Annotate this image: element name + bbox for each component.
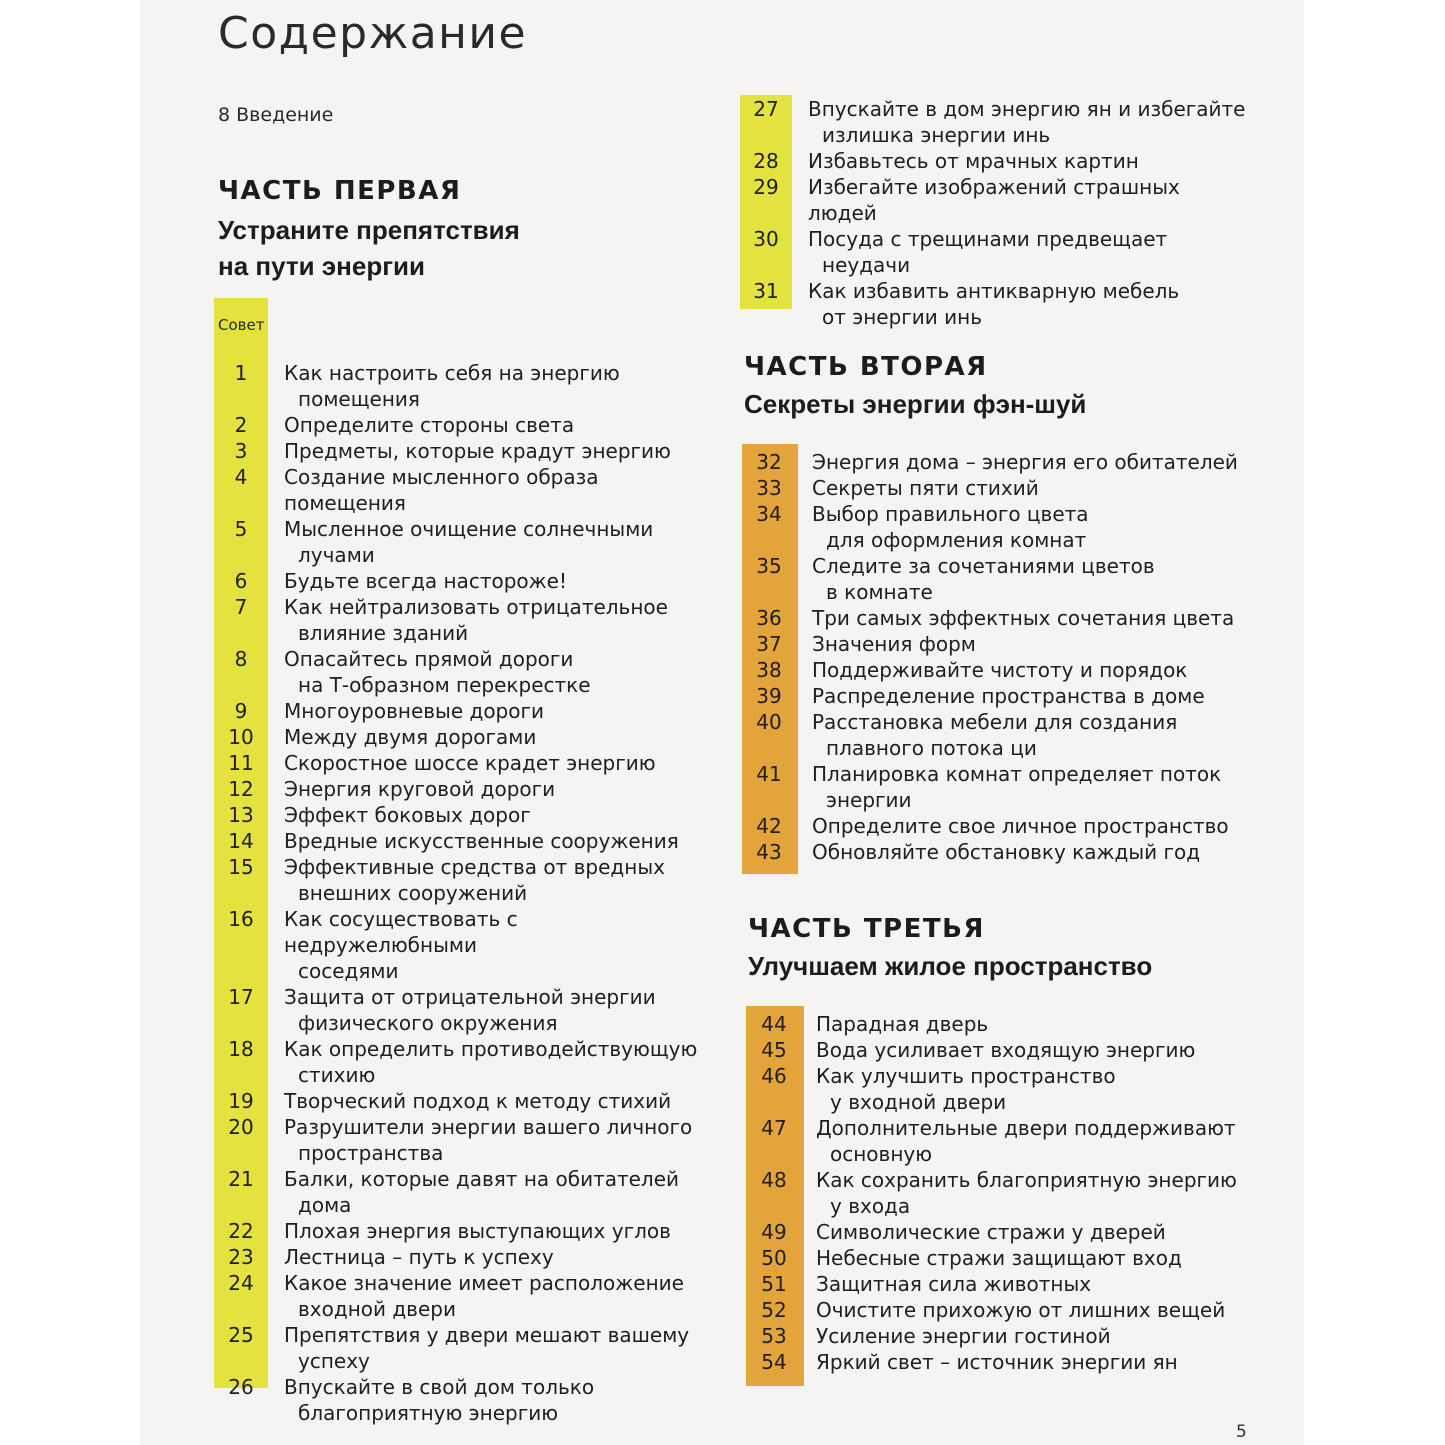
toc-entry-number: 33	[756, 476, 782, 500]
toc-entry	[214, 1218, 714, 1244]
toc-entry-line: дома	[298, 1193, 352, 1217]
toc-entry-number: 9	[234, 699, 248, 723]
toc-entry-title	[742, 813, 1242, 839]
toc-entry-number: 21	[228, 1167, 254, 1191]
toc-entry-title	[214, 412, 714, 438]
toc-entry	[214, 776, 714, 802]
part1-title-line: Устраните препятствия	[218, 215, 520, 245]
toc-entry	[214, 1374, 714, 1426]
toc-entry-number: 19	[228, 1089, 254, 1113]
toc-entry	[742, 761, 1242, 813]
toc-entry-number: 52	[761, 1298, 787, 1322]
toc-entry-line: Планировка комнат определяет поток	[812, 762, 1222, 786]
toc-entry-line: пространства	[298, 1141, 444, 1165]
toc-entry	[214, 1270, 714, 1322]
toc-entry-line: Три самых эффектных сочетания цвета	[812, 606, 1235, 630]
toc-entry-number: 3	[234, 439, 248, 463]
toc-entry	[214, 1322, 714, 1374]
toc-entry-line: Будьте всегда настороже!	[284, 569, 568, 593]
toc-entry-title	[742, 475, 1242, 501]
toc-entry-number: 40	[756, 710, 782, 734]
toc-entry	[742, 683, 1242, 709]
toc-part1-cont-list	[740, 96, 1250, 330]
toc-entry-title	[740, 226, 1250, 278]
toc-entry-line: Защитная сила животных	[816, 1272, 1092, 1296]
toc-entry	[742, 501, 1242, 553]
toc-entry	[214, 646, 714, 698]
toc-entry-number: 31	[753, 279, 779, 303]
toc-entry-line: плавного потока ци	[826, 736, 1037, 760]
toc-entry-title	[742, 683, 1242, 709]
toc-entry	[740, 96, 1250, 148]
toc-entry	[740, 226, 1250, 278]
toc-entry-line: энергии	[826, 788, 912, 812]
toc-entry	[742, 553, 1242, 605]
toc-entry-line: Как настроить себя на энергию	[284, 361, 620, 385]
toc-entry-line: Как сохранить благоприятную энергию	[816, 1168, 1237, 1192]
toc-entry-title	[214, 802, 714, 828]
toc-entry-title	[214, 1218, 714, 1244]
toc-entry-line: в комнате	[826, 580, 933, 604]
toc-entry	[214, 360, 714, 412]
part3-title	[748, 948, 1152, 984]
toc-entry-title	[746, 1271, 1246, 1297]
toc-entry	[214, 698, 714, 724]
toc-entry	[746, 1323, 1246, 1349]
toc-entry	[214, 412, 714, 438]
toc-entry-line: неудачи	[822, 253, 911, 277]
toc-entry-line: Предметы, которые крадут энергию	[284, 439, 671, 463]
toc-entry-title	[214, 360, 714, 412]
toc-entry-number: 30	[753, 227, 779, 251]
toc-entry-line: Какое значение имеет расположение	[284, 1271, 684, 1295]
toc-entry-title	[742, 839, 1242, 865]
toc-entry-line: Между двумя дорогами	[284, 725, 537, 749]
toc-entry-title	[214, 724, 714, 750]
toc-entry	[214, 802, 714, 828]
toc-entry-number: 29	[753, 175, 779, 199]
toc-entry-title	[214, 698, 714, 724]
toc-entry-title	[214, 568, 714, 594]
toc-entry-line: Балки, которые давят на обитателей	[284, 1167, 680, 1191]
toc-entry	[746, 1271, 1246, 1297]
toc-entry	[746, 1037, 1246, 1063]
toc-entry	[214, 1244, 714, 1270]
toc-entry-number: 27	[753, 97, 779, 121]
toc-entry	[746, 1115, 1246, 1167]
toc-entry-number: 26	[228, 1375, 254, 1399]
toc-entry-title	[214, 594, 714, 646]
toc-entry-title	[214, 984, 714, 1036]
toc-entry-title	[214, 1088, 714, 1114]
toc-entry-line: у входной двери	[830, 1090, 1007, 1114]
toc-part1-list	[214, 360, 714, 1426]
toc-entry-line: для оформления комнат	[826, 528, 1087, 552]
toc-entry-line: Впускайте в свой дом только	[284, 1375, 595, 1399]
toc-entry-line: Плохая энергия выступающих углов	[284, 1219, 671, 1243]
toc-entry-title	[742, 631, 1242, 657]
toc-entry-title	[214, 438, 714, 464]
toc-entry-line: Энергия круговой дороги	[284, 777, 556, 801]
toc-entry-title	[214, 516, 714, 568]
toc-entry	[742, 709, 1242, 761]
toc-entry-line: от энергии инь	[822, 305, 983, 329]
toc-entry-number: 42	[756, 814, 782, 838]
toc-entry	[742, 631, 1242, 657]
part3-title-line: Улучшаем жилое пространство	[748, 951, 1153, 981]
toc-entry-number: 43	[756, 840, 782, 864]
toc-entry-number: 15	[228, 855, 254, 879]
toc-entry-line: у входа	[830, 1194, 911, 1218]
toc-entry-title	[746, 1219, 1246, 1245]
toc-entry-title	[746, 1323, 1246, 1349]
toc-entry-line: Скоростное шоссе крадет энергию	[284, 751, 656, 775]
toc-entry-line: Препятствия у двери мешают вашему	[284, 1323, 690, 1347]
toc-entry-number: 48	[761, 1168, 787, 1192]
toc-entry-line: благоприятную энергию	[298, 1401, 559, 1425]
toc-entry-line: Как определить противодействующую	[284, 1037, 698, 1061]
toc-entry	[214, 1114, 714, 1166]
toc-entry-number: 18	[228, 1037, 254, 1061]
toc-entry	[214, 828, 714, 854]
toc-entry-title	[746, 1115, 1246, 1167]
toc-entry-line: Расстановка мебели для создания	[812, 710, 1178, 734]
toc-entry	[742, 839, 1242, 865]
toc-entry-number: 8	[234, 647, 248, 671]
toc-entry-number: 17	[228, 985, 254, 1009]
toc-entry	[742, 449, 1242, 475]
toc-entry-line: влияние зданий	[298, 621, 469, 645]
toc-entry	[214, 516, 714, 568]
toc-entry	[214, 438, 714, 464]
toc-entry-title	[214, 464, 714, 516]
intro-label: Введение	[236, 104, 334, 126]
toc-entry-number: 5	[234, 517, 248, 541]
toc-entry-title	[214, 1166, 714, 1218]
toc-entry-line: Значения форм	[812, 632, 976, 656]
toc-entry-title	[742, 501, 1242, 553]
toc-entry-number: 47	[761, 1116, 787, 1140]
part1-label: ЧАСТЬ ПЕРВАЯ	[218, 176, 462, 206]
toc-entry-number: 32	[756, 450, 782, 474]
toc-entry-title	[740, 278, 1250, 330]
part3-label: ЧАСТЬ ТРЕТЬЯ	[748, 914, 985, 944]
toc-entry-line: Определите стороны света	[284, 413, 575, 437]
toc-entry-line: Творческий подход к методу стихий	[284, 1089, 672, 1113]
toc-entry-number: 50	[761, 1246, 787, 1270]
toc-entry-number: 4	[234, 465, 248, 489]
toc-entry-number: 39	[756, 684, 782, 708]
toc-entry	[214, 1166, 714, 1218]
toc-entry-line: Посуда с трещинами предвещает	[808, 227, 1168, 251]
toc-entry-line: Защита от отрицательной энергии	[284, 985, 656, 1009]
toc-entry-line: входной двери	[298, 1297, 456, 1321]
page-title: Содержание	[218, 8, 528, 59]
part1-title	[218, 212, 520, 284]
toc-entry-number: 13	[228, 803, 254, 827]
toc-entry-number: 44	[761, 1012, 787, 1036]
toc-entry	[214, 984, 714, 1036]
toc-entry-number: 24	[228, 1271, 254, 1295]
toc-entry-line: Определите свое личное пространство	[812, 814, 1229, 838]
toc-entry-number: 38	[756, 658, 782, 682]
toc-entry-line: Как сосуществовать с недружелюбными	[284, 907, 518, 957]
toc-part3-list	[746, 1011, 1246, 1375]
toc-entry-number: 34	[756, 502, 782, 526]
toc-entry	[214, 568, 714, 594]
toc-entry	[746, 1011, 1246, 1037]
toc-entry-line: Как избавить антикварную мебель	[808, 279, 1180, 303]
toc-entry-line: на Т-образном перекрестке	[298, 673, 591, 697]
toc-entry	[740, 148, 1250, 174]
toc-entry	[746, 1219, 1246, 1245]
toc-entry-number: 2	[234, 413, 248, 437]
toc-entry-number: 51	[761, 1272, 787, 1296]
toc-entry-number: 12	[228, 777, 254, 801]
toc-entry-line: лучами	[298, 543, 375, 567]
toc-entry-line: излишка энергии инь	[822, 123, 1051, 147]
toc-entry	[214, 906, 714, 984]
toc-entry	[214, 1036, 714, 1088]
toc-entry-title	[214, 750, 714, 776]
toc-entry	[742, 475, 1242, 501]
toc-entry-title	[214, 906, 714, 984]
toc-entry-number: 37	[756, 632, 782, 656]
toc-entry-title	[746, 1349, 1246, 1375]
toc-entry-number: 25	[228, 1323, 254, 1347]
toc-entry	[746, 1063, 1246, 1115]
toc-entry-line: Очистите прихожую от лишних вещей	[816, 1298, 1226, 1322]
toc-entry-number: 16	[228, 907, 254, 931]
toc-entry-title	[742, 709, 1242, 761]
toc-entry-title	[746, 1297, 1246, 1323]
toc-entry-number: 1	[234, 361, 248, 385]
toc-entry-line: Как нейтрализовать отрицательное	[284, 595, 668, 619]
part2-title	[744, 386, 1086, 422]
toc-entry-line: основную	[830, 1142, 933, 1166]
toc-entry	[742, 605, 1242, 631]
toc-entry-line: Избавьтесь от мрачных картин	[808, 149, 1139, 173]
toc-entry-number: 53	[761, 1324, 787, 1348]
toc-entry-number: 35	[756, 554, 782, 578]
toc-entry-line: Избегайте изображений страшных людей	[808, 175, 1180, 225]
toc-entry-title	[740, 96, 1250, 148]
toc-entry-line: Усиление энергии гостиной	[816, 1324, 1111, 1348]
toc-entry-title	[214, 854, 714, 906]
toc-entry	[746, 1245, 1246, 1271]
toc-entry-line: Энергия дома – энергия его обитателей	[812, 450, 1238, 474]
toc-entry-number: 54	[761, 1350, 787, 1374]
toc-entry	[214, 464, 714, 516]
toc-entry-number: 6	[234, 569, 248, 593]
part2-title-line: Секреты энергии фэн-шуй	[744, 389, 1087, 419]
toc-entry-line: Создание мысленного образа помещения	[284, 465, 599, 515]
toc-entry	[746, 1297, 1246, 1323]
toc-entry-number: 28	[753, 149, 779, 173]
toc-entry-title	[742, 605, 1242, 631]
toc-entry-line: Опасайтесь прямой дороги	[284, 647, 574, 671]
toc-entry	[746, 1167, 1246, 1219]
toc-entry-line: Яркий свет – источник энергии ян	[816, 1350, 1178, 1374]
part1-title-line: на пути энергии	[218, 251, 426, 281]
toc-entry-number: 20	[228, 1115, 254, 1139]
toc-entry-title	[214, 646, 714, 698]
toc-entry-title	[740, 174, 1250, 226]
toc-entry	[214, 854, 714, 906]
toc-entry-line: Поддерживайте чистоту и порядок	[812, 658, 1188, 682]
toc-entry-line: Выбор правильного цвета	[812, 502, 1089, 526]
toc-entry-line: внешних сооружений	[298, 881, 528, 905]
toc-entry-line: Лестница – путь к успеху	[284, 1245, 554, 1269]
toc-entry-title	[742, 553, 1242, 605]
toc-entry-number: 14	[228, 829, 254, 853]
toc-entry-title	[214, 1244, 714, 1270]
toc-entry-number: 11	[228, 751, 254, 775]
toc-entry-title	[742, 657, 1242, 683]
column-header-tip: Совет	[218, 316, 265, 334]
toc-entry	[214, 594, 714, 646]
toc-entry-line: Распределение пространства в доме	[812, 684, 1205, 708]
toc-entry-title	[214, 776, 714, 802]
toc-entry-number: 46	[761, 1064, 787, 1088]
toc-entry-title	[214, 1374, 714, 1426]
toc-entry	[742, 657, 1242, 683]
toc-entry-title	[742, 761, 1242, 813]
toc-entry-title	[214, 1322, 714, 1374]
toc-entry-title	[746, 1011, 1246, 1037]
toc-entry-number: 45	[761, 1038, 787, 1062]
toc-entry	[742, 813, 1242, 839]
toc-entry-number: 49	[761, 1220, 787, 1244]
toc-entry	[740, 174, 1250, 226]
toc-entry-number: 10	[228, 725, 254, 749]
toc-entry-number: 23	[228, 1245, 254, 1269]
toc-entry-number: 22	[228, 1219, 254, 1243]
toc-entry-title	[214, 828, 714, 854]
toc-entry	[746, 1349, 1246, 1375]
toc-entry-line: Вредные искусственные сооружения	[284, 829, 679, 853]
toc-part2-list	[742, 449, 1242, 865]
toc-entry-line: Многоуровневые дороги	[284, 699, 544, 723]
toc-entry-title	[746, 1063, 1246, 1115]
page-number: 5	[1236, 1422, 1247, 1442]
toc-entry-line: Секреты пяти стихий	[812, 476, 1039, 500]
toc-entry-title	[740, 148, 1250, 174]
toc-entry-line: соседями	[298, 959, 399, 983]
toc-entry-line: стихию	[298, 1063, 376, 1087]
toc-entry-line: успеху	[298, 1349, 370, 1373]
toc-entry-title	[214, 1036, 714, 1088]
toc-entry-number: 7	[234, 595, 248, 619]
toc-entry	[214, 1088, 714, 1114]
part2-label: ЧАСТЬ ВТОРАЯ	[744, 352, 988, 382]
intro-entry	[218, 104, 333, 126]
toc-entry-title	[746, 1167, 1246, 1219]
toc-entry-title	[746, 1037, 1246, 1063]
toc-entry-title	[214, 1114, 714, 1166]
toc-entry	[740, 278, 1250, 330]
toc-entry	[214, 724, 714, 750]
toc-entry-line: Эффект боковых дорог	[284, 803, 531, 827]
toc-entry-line: Мысленное очищение солнечными	[284, 517, 654, 541]
toc-entry-line: Обновляйте обстановку каждый год	[812, 840, 1201, 864]
toc-entry-line: помещения	[298, 387, 420, 411]
toc-entry-line: Как улучшить пространство	[816, 1064, 1116, 1088]
toc-entry-line: Вода усиливает входящую энергию	[816, 1038, 1196, 1062]
toc-entry-line: физического окружения	[298, 1011, 558, 1035]
toc-entry-number: 41	[756, 762, 782, 786]
toc-entry-line: Следите за сочетаниями цветов	[812, 554, 1155, 578]
intro-page-number: 8	[218, 104, 231, 126]
toc-entry-number: 36	[756, 606, 782, 630]
toc-entry	[214, 750, 714, 776]
toc-entry-line: Впускайте в дом энергию ян и избегайте	[808, 97, 1246, 121]
toc-entry-line: Символические стражи у дверей	[816, 1220, 1166, 1244]
toc-entry-title	[214, 1270, 714, 1322]
toc-entry-line: Эффективные средства от вредных	[284, 855, 665, 879]
toc-entry-line: Парадная дверь	[816, 1012, 989, 1036]
toc-entry-line: Разрушители энергии вашего личного	[284, 1115, 693, 1139]
toc-entry-title	[746, 1245, 1246, 1271]
toc-entry-line: Небесные стражи защищают вход	[816, 1246, 1182, 1270]
toc-entry-title	[742, 449, 1242, 475]
toc-entry-line: Дополнительные двери поддерживают	[816, 1116, 1236, 1140]
